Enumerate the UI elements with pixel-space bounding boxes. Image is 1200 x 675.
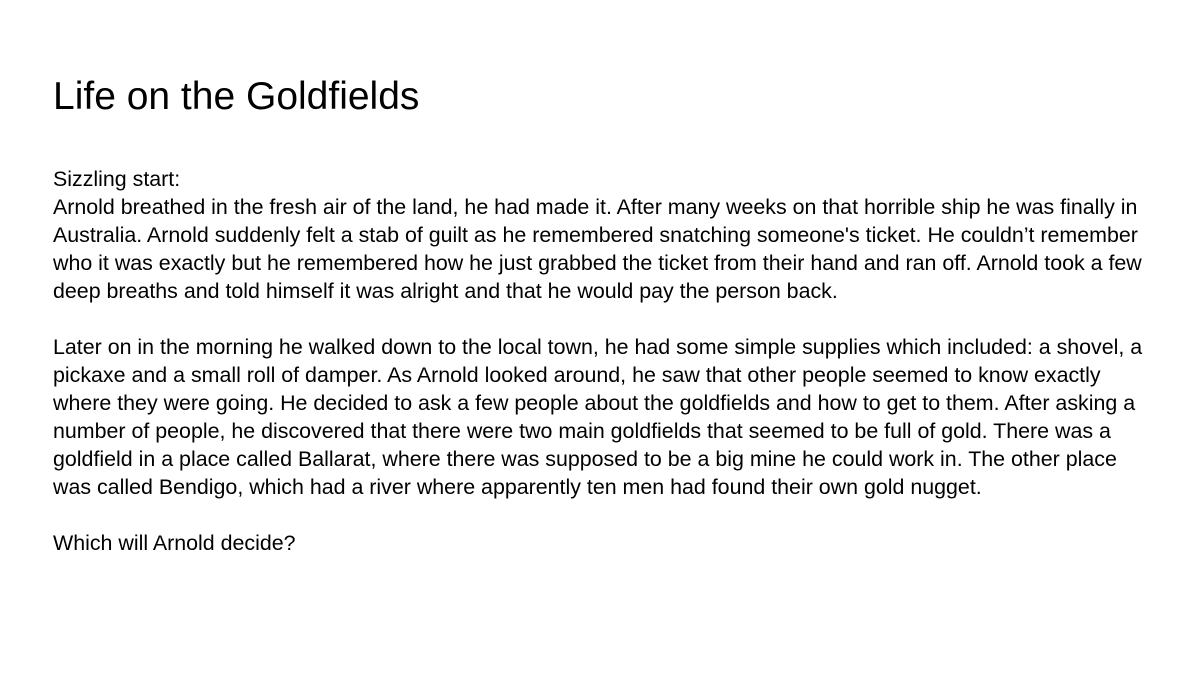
paragraph-spacer (53, 501, 1153, 529)
section-label: Sizzling start: (53, 167, 181, 191)
paragraph-town: Later on in the morning he walked down to the local town, he had some simple supplies which included: a shovel, a pickaxe and a small roll of damper. As Arnold looked around, he saw that other people seemed to know exactly where they were going. He decided to ask a few people about the goldfields and how to get to them. After asking a number of people, he discovered that there were two main goldfields that seemed to be full of gold. There was a goldfield in a place called Ballarat, where there was supposed to be a big mine he could work in. The other place was called Bendigo, which had a river where apparently ten men had found their own gold nugget. (53, 335, 1143, 499)
paragraph-spacer (53, 305, 1153, 333)
closing-question: Which will Arnold decide? (53, 531, 296, 555)
paragraph-opening: Arnold breathed in the fresh air of the land, he had made it. After many weeks on that horrible ship he was finally in Australia. Arnold suddenly felt a stab of guilt as he remembered snatching someone's ticket. He couldn’t remember who it was exactly but he remembered how he just grabbed the ticket from their hand and ran off. Arnold took a few deep breaths and told himself it was alright and that he would pay the person back. (53, 195, 1142, 303)
slide-body (53, 165, 1153, 557)
slide-title: Life on the Goldfields (53, 75, 420, 118)
